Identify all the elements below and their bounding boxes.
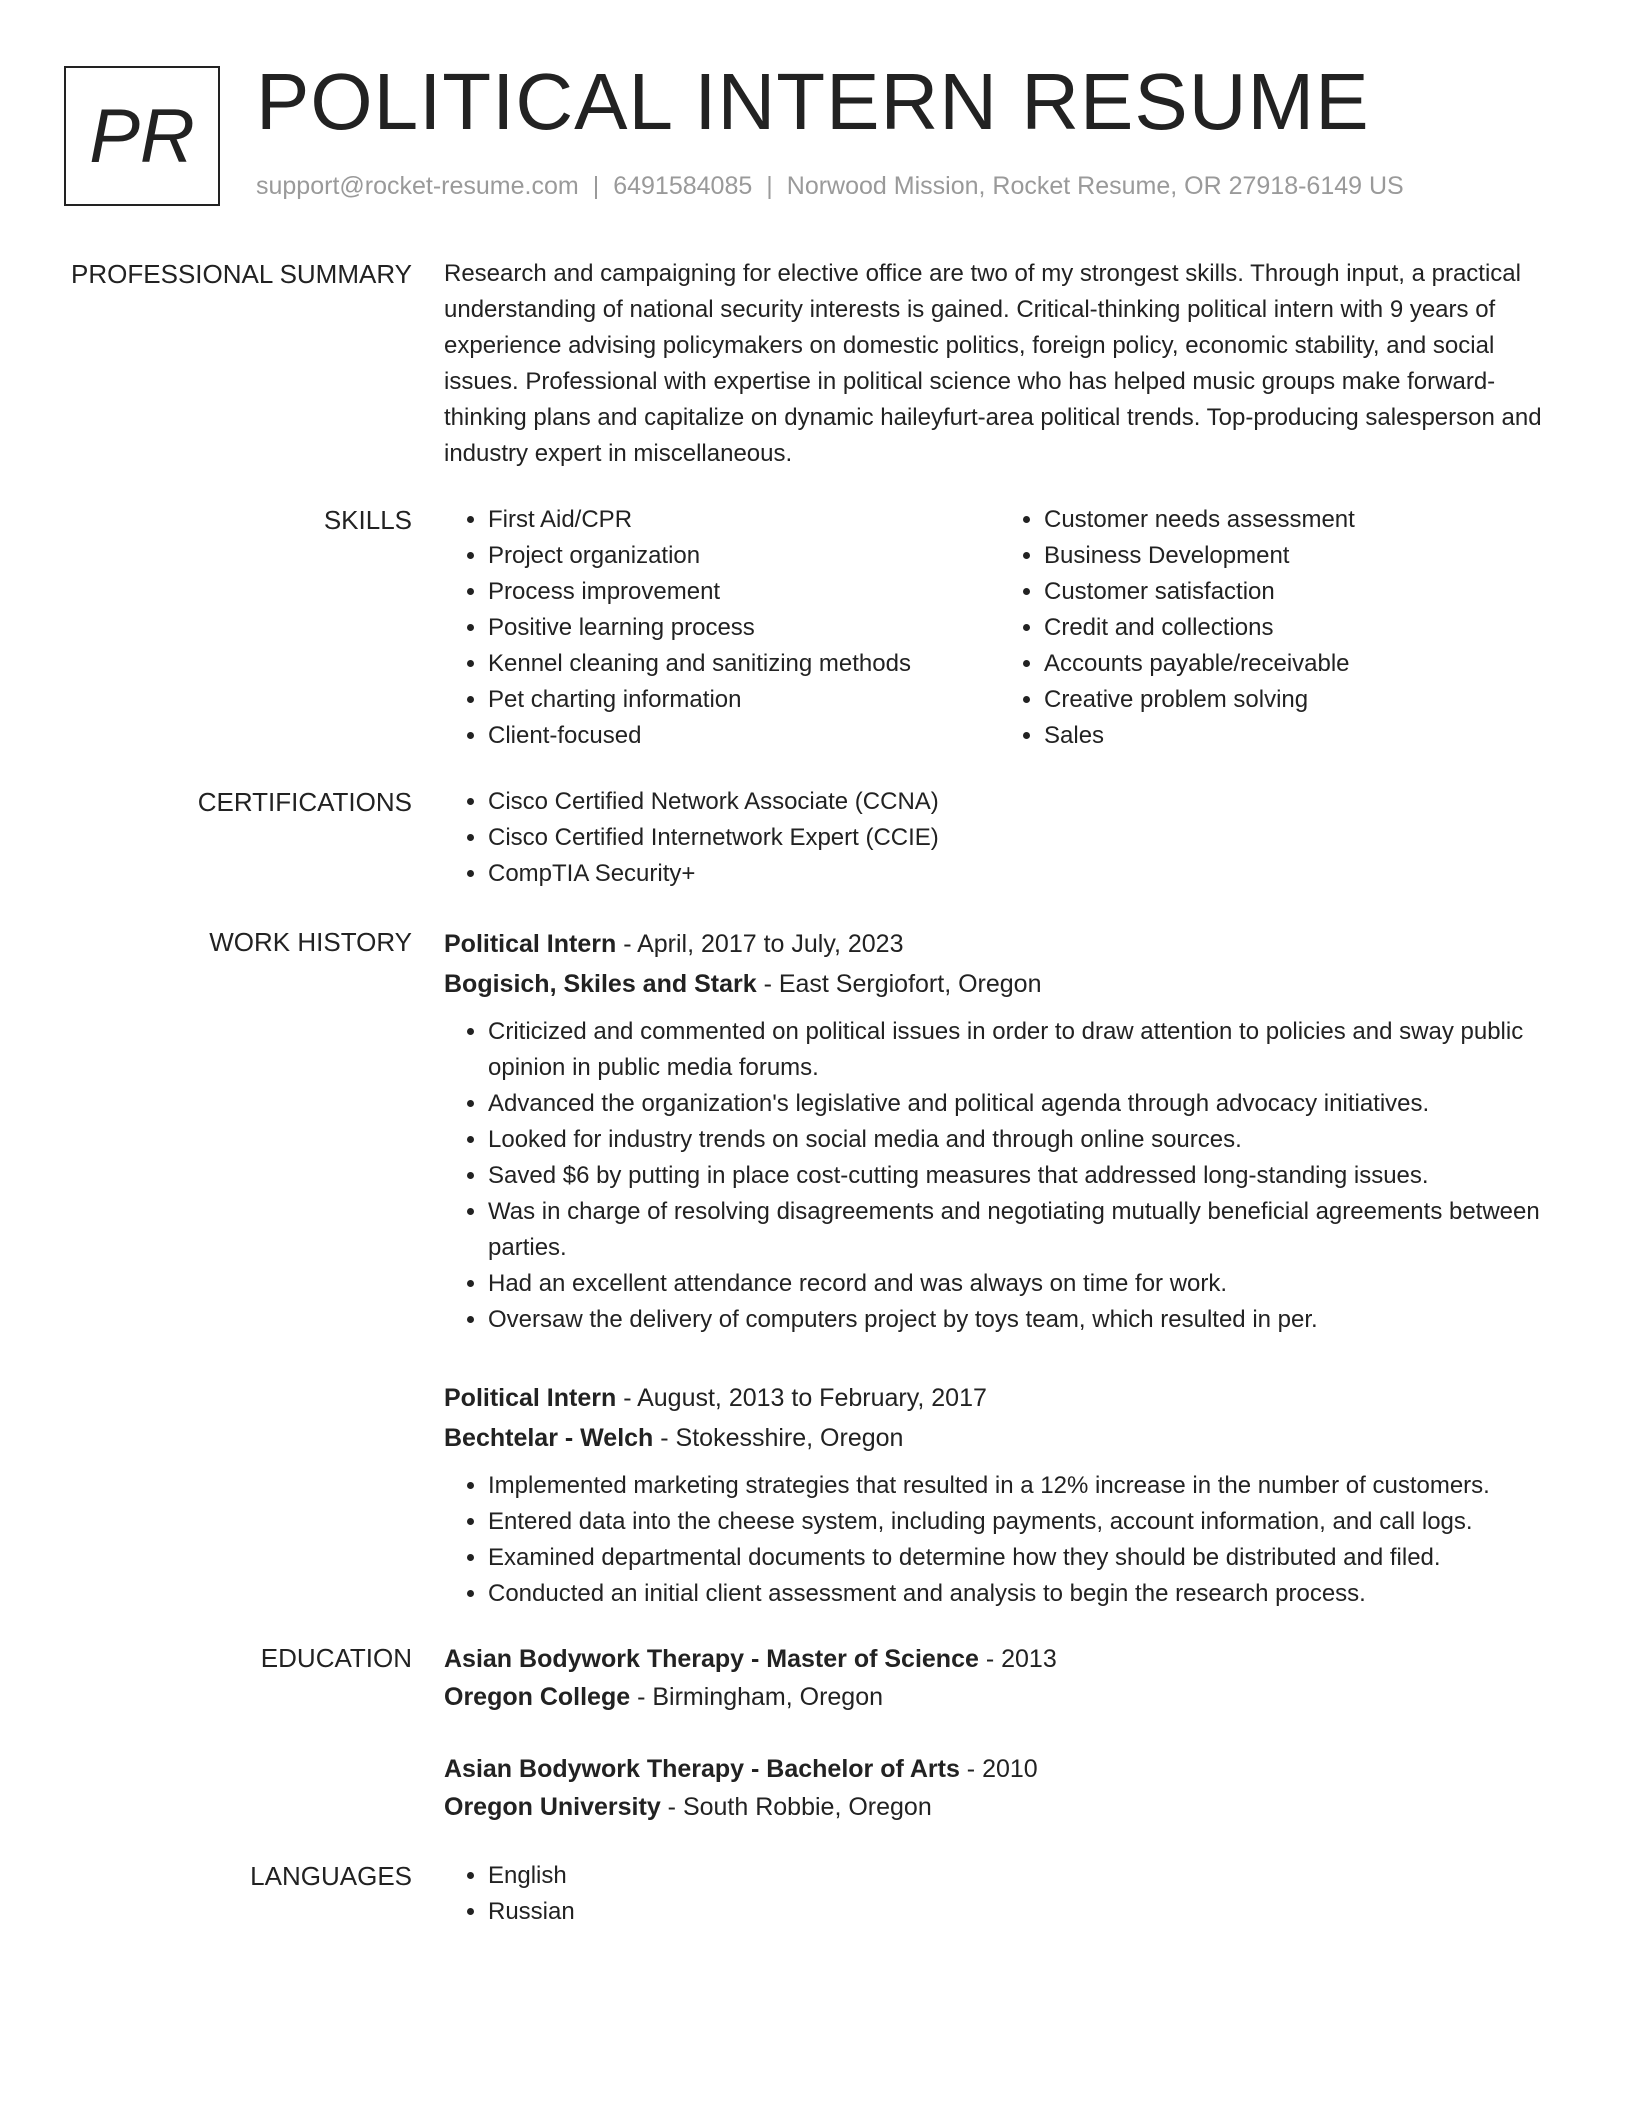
skill-item: • Positive learning process [488,610,1000,646]
degree-line [444,1750,1556,1788]
contact-separator: | [766,172,773,200]
contact-address: Norwood Mission, Rocket Resume, OR 27918-6149 US [786,172,1404,200]
degree-year: - 2010 [959,1755,1038,1783]
skill-item: • Customer satisfaction [1044,574,1556,610]
skill-item: • First Aid/CPR [488,502,1000,538]
summary-text: Research and campaigning for elective office are two of my strongest skills. Through input, a practical understanding of national security interests is gained. Critical-thinking political intern with 9 years of experience advising policymakers on domestic politics, foreign policy, economic stability, and social issues. Professional with expertise in political science who has helped music groups make forward-thinking plans and capitalize on dynamic haileyfurt-area political trends. Top-producing salesperson and industry expert in miscellaneous. [444,260,1542,467]
company-name: Bogisich, Skiles and Stark [444,970,757,998]
job-duties-list [444,1468,1556,1612]
job-role: Political Intern [444,930,617,958]
skill-item: • Accounts payable/receivable [1044,646,1556,682]
skills-list-left [444,502,1000,754]
job-duty: • Saved $6 by putting in place cost-cutting measures that addressed long-standing issues. [488,1158,1556,1194]
certifications-list [444,784,1556,892]
skill-item: • Pet charting information [488,682,1000,718]
job-duty: • Looked for industry trends on social media and through online sources. [488,1122,1556,1158]
certification-item: • CompTIA Security+ [488,856,1556,892]
languages-list [444,1858,1556,1930]
language-item: • English [488,1858,1556,1894]
job-duty: • Examined departmental documents to determine how they should be distributed and filed. [488,1540,1556,1576]
school-name: Oregon College [444,1683,631,1711]
certification-item: • Cisco Certified Network Associate (CCNA) [488,784,1556,820]
skill-item: • Project organization [488,538,1000,574]
job-duties-list [444,1014,1556,1338]
degree-name: Asian Bodywork Therapy - Bachelor of Arts [444,1755,960,1783]
certifications-body [444,784,1556,892]
degree-name: Asian Bodywork Therapy - Master of Science [444,1645,979,1673]
job-entry [444,924,1556,1338]
contact-separator: | [592,172,600,200]
job-duty: • Entered data into the cheese system, including payments, account information, and call logs. [488,1504,1556,1540]
languages-heading: LANGUAGES [250,1861,412,1891]
job-duty: • Criticized and commented on political issues in order to draw attention to policies and sway public opinion in public media forums. [488,1014,1556,1086]
work-history-heading: WORK HISTORY [209,927,412,957]
school-location: - Birmingham, Oregon [630,1683,884,1711]
job-title-line [444,924,1556,964]
contact-line [256,172,1404,201]
languages-body [444,1858,1556,1930]
job-dates: - April, 2017 to July, 2023 [616,930,904,958]
job-duty: • Was in charge of resolving disagreements and negotiating mutually beneficial agreements between parties. [488,1194,1556,1266]
job-entry [444,1378,1556,1612]
school-location: - South Robbie, Oregon [660,1793,932,1821]
degree-line [444,1640,1556,1678]
contact-email: support@rocket-resume.com [256,172,579,200]
skill-item: • Business Development [1044,538,1556,574]
skill-item: • Kennel cleaning and sanitizing methods [488,646,1000,682]
skill-item: • Creative problem solving [1044,682,1556,718]
summary-body [444,256,1556,472]
company-location: - East Sergiofort, Oregon [756,970,1042,998]
school-line [444,1678,1556,1716]
school-name: Oregon University [444,1793,661,1821]
company-location: - Stokesshire, Oregon [653,1424,904,1452]
company-name: Bechtelar - Welch [444,1424,654,1452]
skills-list-right [1000,502,1556,754]
monogram-text: PR [89,93,195,179]
skills-body [444,502,1556,754]
education-entry [444,1640,1556,1716]
skill-item: • Process improvement [488,574,1000,610]
skill-item: • Sales [1044,718,1556,754]
company-line [444,964,1556,1004]
education-heading: EDUCATION [260,1643,412,1673]
job-dates: - August, 2013 to February, 2017 [616,1384,987,1412]
skill-item: • Credit and collections [1044,610,1556,646]
job-duty: • Advanced the organization's legislative and political agenda through advocacy initiatives. [488,1086,1556,1122]
job-role: Political Intern [444,1384,617,1412]
job-duty: • Had an excellent attendance record and was always on time for work. [488,1266,1556,1302]
certification-item: • Cisco Certified Internetwork Expert (CCIE) [488,820,1556,856]
skill-item: • Customer needs assessment [1044,502,1556,538]
language-item: • Russian [488,1894,1556,1930]
education-entry [444,1750,1556,1826]
contact-phone: 6491584085 [613,172,753,200]
resume-title: POLITICAL INTERN RESUME [256,57,1370,146]
certifications-heading: CERTIFICATIONS [197,787,412,817]
skill-item: • Client-focused [488,718,1000,754]
job-title-line [444,1378,1556,1418]
job-duty: • Implemented marketing strategies that resulted in a 12% increase in the number of customers. [488,1468,1556,1504]
job-duty: • Conducted an initial client assessment and analysis to begin the research process. [488,1576,1556,1612]
degree-year: - 2013 [978,1645,1057,1673]
summary-heading: PROFESSIONAL SUMMARY [71,259,412,289]
monogram-logo [64,66,220,206]
skills-heading: SKILLS [323,505,412,535]
school-line [444,1788,1556,1826]
job-duty: • Oversaw the delivery of computers project by toys team, which resulted in per. [488,1302,1556,1338]
company-line [444,1418,1556,1458]
education-body [444,1640,1556,1860]
work-history-body [444,924,1556,1652]
